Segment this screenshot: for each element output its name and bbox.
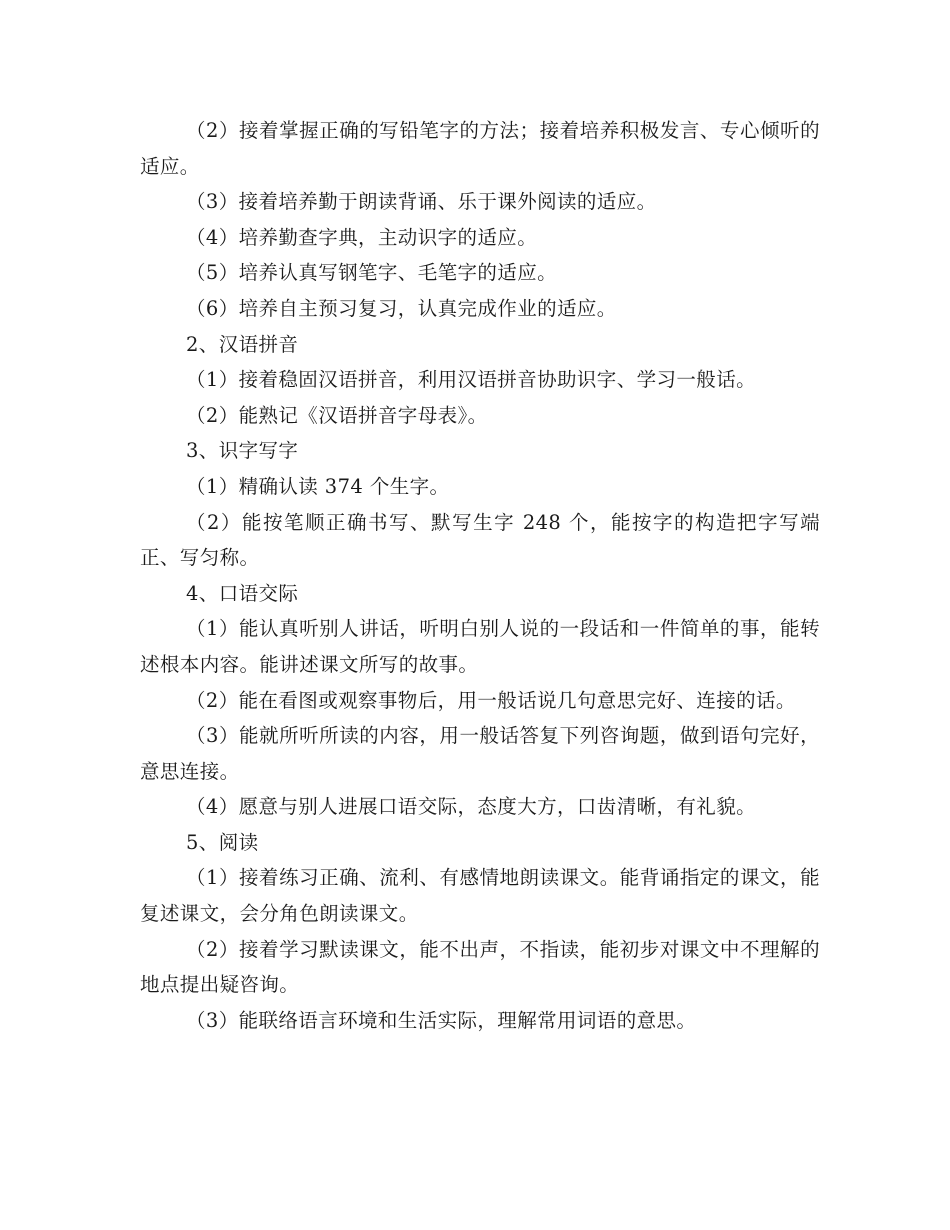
section-heading: 3、识字写字 (186, 439, 299, 463)
paragraph: （4）愿意与别人进展口语交际，态度大方，口齿清晰，有礼貌。 (186, 795, 757, 819)
paragraph: （3）接着培养勤于朗读背诵、乐于课外阅读的适应。 (186, 190, 657, 214)
paragraph: （5）培养认真写钢笔字、毛笔字的适应。 (186, 261, 558, 285)
section-heading: 2、汉语拼音 (186, 332, 299, 356)
paragraph: （2）接着学习默读课文，能不出声，不指读，能初步对课文中不理解的地点提出疑咨询。 (140, 937, 820, 997)
section-heading: 5、阅读 (186, 830, 259, 854)
document-body (140, 113, 820, 1038)
paragraph: （2）能在看图或观察事物后，用一般话说几句意思完好、连接的话。 (186, 688, 796, 712)
paragraph: （1）接着稳固汉语拼音，利用汉语拼音协助识字、学习一般话。 (186, 368, 757, 392)
paragraph: （4）培养勤查字典，主动识字的适应。 (186, 225, 538, 249)
paragraph: （1）能认真听别人讲话，听明白别人说的一段话和一件简单的事，能转述根本内容。能讲述课文所写的故事。 (140, 617, 820, 676)
paragraph: （1）精确认读 374 个生字。 (186, 474, 450, 498)
paragraph: （2）能按笔顺正确书写、默写生字 248 个，能按字的构造把字写端正、写匀称。 (140, 510, 820, 570)
section-heading: 4、口语交际 (186, 581, 299, 605)
paragraph: （2）接着掌握正确的写铅笔字的方法；接着培养积极发言、专心倾听的适应。 (140, 119, 820, 178)
paragraph: （2）能熟记《汉语拼音字母表》。 (186, 403, 488, 427)
paragraph: （3）能就所听所读的内容，用一般话答复下列咨询题，做到语句完好，意思连接。 (140, 724, 820, 783)
paragraph: （3）能联络语言环境和生活实际，理解常用词语的意思。 (186, 1008, 697, 1032)
paragraph: （1）接着练习正确、流利、有感情地朗读课文。能背诵指定的课文，能复述课文，会分角色朗读课文。 (140, 866, 820, 926)
paragraph: （6）培养自主预习复习，认真完成作业的适应。 (186, 296, 617, 320)
